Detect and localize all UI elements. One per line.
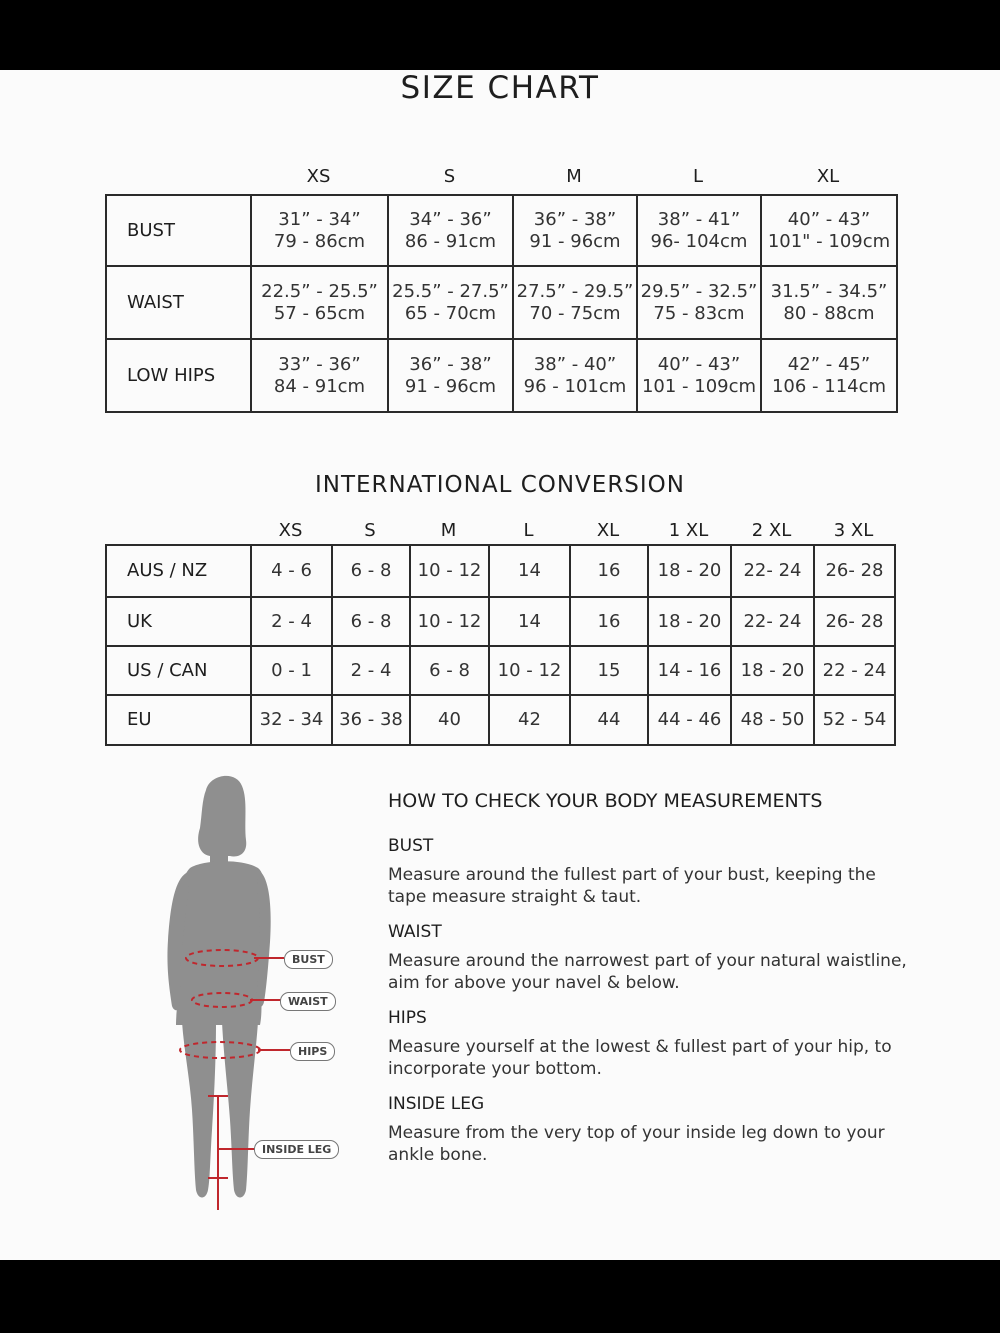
instruction-text-waist: Measure around the narrowest part of your natural waistline, aim for above your navel & below. xyxy=(388,951,907,993)
table-cell: 31” - 34” 79 - 86cm xyxy=(251,195,388,266)
table-row xyxy=(106,195,897,266)
inside-leg-tag: INSIDE LEG xyxy=(254,1140,339,1159)
table-cell: 14 - 16 xyxy=(648,646,731,695)
table-cell: 26- 28 xyxy=(814,545,895,597)
table-cell: 18 - 20 xyxy=(648,545,731,597)
row-label-waist: WAIST xyxy=(106,266,251,339)
table-row xyxy=(106,545,895,597)
table-cell: 33” - 36” 84 - 91cm xyxy=(251,339,388,412)
conversion-column-xl: XL xyxy=(596,520,620,541)
table-cell: 4 - 6 xyxy=(251,545,332,597)
instruction-text-inside-leg: Measure from the very top of your inside leg down to your ankle bone. xyxy=(388,1123,885,1165)
table-cell: 22- 24 xyxy=(731,597,814,646)
instruction-heading-inside-leg: INSIDE LEG xyxy=(388,1094,485,1114)
table-cell: 40 xyxy=(410,695,489,745)
conversion-column-2xl: 2 XL xyxy=(751,520,792,541)
bust-tag: BUST xyxy=(284,950,333,969)
table-cell: 34” - 36” 86 - 91cm xyxy=(388,195,513,266)
size-chart-table xyxy=(105,194,898,413)
row-label-eu: EU xyxy=(106,695,251,745)
table-row xyxy=(106,695,895,745)
table-cell: 26- 28 xyxy=(814,597,895,646)
table-cell: 44 xyxy=(570,695,648,745)
size-column-s: S xyxy=(443,166,456,187)
table-cell: 40” - 43” 101" - 109cm xyxy=(761,195,897,266)
instructions-title: HOW TO CHECK YOUR BODY MEASUREMENTS xyxy=(388,790,823,812)
conversion-column-m: M xyxy=(440,520,457,541)
hips-tag: HIPS xyxy=(290,1042,335,1061)
row-label-uk: UK xyxy=(106,597,251,646)
instruction-text-hips: Measure yourself at the lowest & fullest part of your hip, to incorporate your bottom. xyxy=(388,1037,892,1079)
conversion-title: INTERNATIONAL CONVERSION xyxy=(314,472,685,498)
table-cell: 6 - 8 xyxy=(332,597,410,646)
table-cell: 52 - 54 xyxy=(814,695,895,745)
waist-tag: WAIST xyxy=(280,992,336,1011)
table-cell: 15 xyxy=(570,646,648,695)
table-cell: 42” - 45” 106 - 114cm xyxy=(761,339,897,412)
table-cell: 22 - 24 xyxy=(814,646,895,695)
table-cell: 48 - 50 xyxy=(731,695,814,745)
table-cell: 31.5” - 34.5” 80 - 88cm xyxy=(761,266,897,339)
table-cell: 36 - 38 xyxy=(332,695,410,745)
table-cell: 29.5” - 32.5” 75 - 83cm xyxy=(637,266,761,339)
table-row xyxy=(106,597,895,646)
table-cell: 10 - 12 xyxy=(410,545,489,597)
table-cell: 6 - 8 xyxy=(410,646,489,695)
table-cell: 14 xyxy=(489,545,570,597)
table-cell: 14 xyxy=(489,597,570,646)
table-cell: 22.5” - 25.5” 57 - 65cm xyxy=(251,266,388,339)
table-cell: 16 xyxy=(570,545,648,597)
table-cell: 27.5” - 29.5” 70 - 75cm xyxy=(513,266,637,339)
body-measurement-figure xyxy=(150,770,350,1210)
size-column-m: M xyxy=(566,166,582,187)
measurement-instructions xyxy=(388,790,908,1180)
table-cell: 18 - 20 xyxy=(731,646,814,695)
table-cell: 0 - 1 xyxy=(251,646,332,695)
size-chart-sheet xyxy=(0,70,1000,1260)
size-column-l: L xyxy=(692,166,704,187)
table-row xyxy=(106,646,895,695)
row-label-bust: BUST xyxy=(106,195,251,266)
size-chart-title: SIZE CHART xyxy=(400,70,600,106)
conversion-column-xs: XS xyxy=(278,520,303,541)
row-label-low-hips: LOW HIPS xyxy=(106,339,251,412)
table-cell: 10 - 12 xyxy=(410,597,489,646)
instruction-heading-waist: WAIST xyxy=(388,922,442,942)
table-cell: 42 xyxy=(489,695,570,745)
table-cell: 38” - 40” 96 - 101cm xyxy=(513,339,637,412)
conversion-column-1xl: 1 XL xyxy=(668,520,709,541)
table-cell: 18 - 20 xyxy=(648,597,731,646)
table-cell: 36” - 38” 91 - 96cm xyxy=(513,195,637,266)
instruction-heading-bust: BUST xyxy=(388,836,434,856)
table-cell: 22- 24 xyxy=(731,545,814,597)
table-row xyxy=(106,339,897,412)
table-cell: 6 - 8 xyxy=(332,545,410,597)
table-cell: 16 xyxy=(570,597,648,646)
table-cell: 44 - 46 xyxy=(648,695,731,745)
table-cell: 36” - 38” 91 - 96cm xyxy=(388,339,513,412)
table-cell: 2 - 4 xyxy=(251,597,332,646)
table-cell: 32 - 34 xyxy=(251,695,332,745)
instruction-text-bust: Measure around the fullest part of your bust, keeping the tape measure straight & taut. xyxy=(388,865,876,907)
table-cell: 10 - 12 xyxy=(489,646,570,695)
instruction-heading-hips: HIPS xyxy=(388,1008,427,1028)
conversion-column-3xl: 3 XL xyxy=(833,520,874,541)
conversion-column-l: L xyxy=(523,520,534,541)
table-row xyxy=(106,266,897,339)
table-cell: 40” - 43” 101 - 109cm xyxy=(637,339,761,412)
row-label-us-can: US / CAN xyxy=(106,646,251,695)
table-cell: 25.5” - 27.5” 65 - 70cm xyxy=(388,266,513,339)
row-label-aus-nz: AUS / NZ xyxy=(106,545,251,597)
conversion-table xyxy=(105,544,896,746)
conversion-column-s: S xyxy=(364,520,376,541)
table-cell: 38” - 41” 96- 104cm xyxy=(637,195,761,266)
table-cell: 2 - 4 xyxy=(332,646,410,695)
size-column-xl: XL xyxy=(816,166,840,187)
size-column-xs: XS xyxy=(306,166,331,187)
